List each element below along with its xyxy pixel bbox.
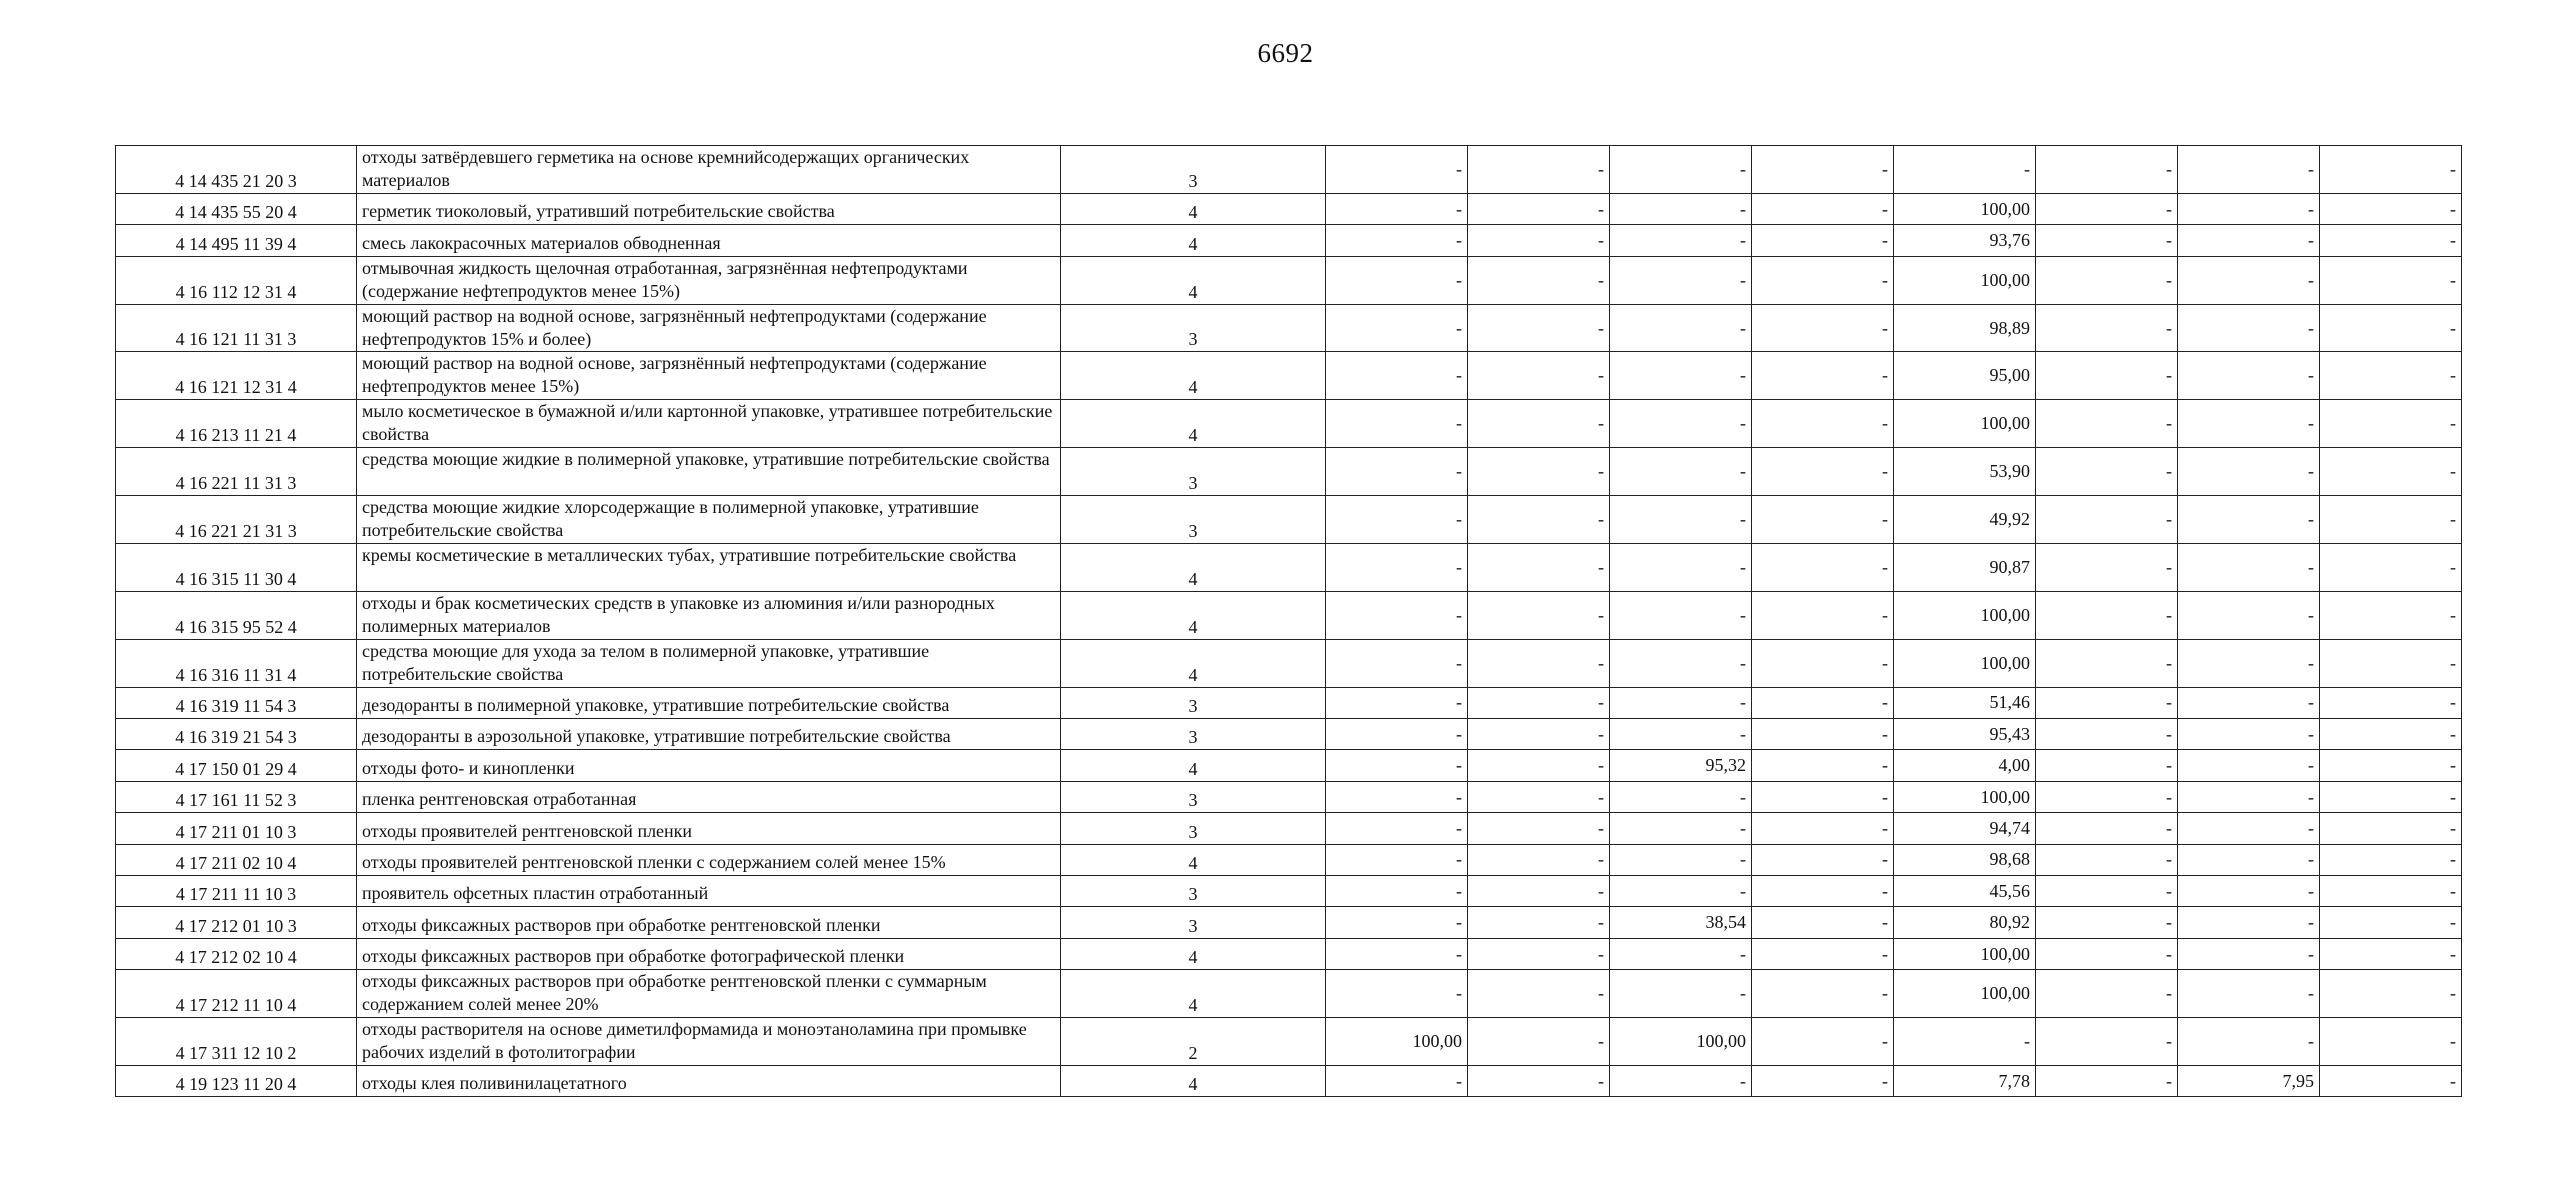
value-cell: - <box>2036 448 2178 496</box>
waste-code-cell: 4 17 311 12 10 2 <box>116 1018 357 1066</box>
waste-name-cell: отходы проявителей рентгеновской пленки с содержанием солей менее 15% <box>357 844 1061 875</box>
value-cell: - <box>2036 907 2178 938</box>
value-cell: - <box>2178 256 2320 304</box>
value-cell: - <box>1752 781 1894 812</box>
value-cell: - <box>1468 687 1610 718</box>
waste-code-cell: 4 16 121 11 31 3 <box>116 304 357 352</box>
value-cell: - <box>2036 639 2178 687</box>
value-cell: - <box>2178 400 2320 448</box>
value-cell: - <box>2178 813 2320 844</box>
hazard-class-cell: 3 <box>1061 813 1326 844</box>
value-cell: - <box>1752 907 1894 938</box>
waste-name-cell: отходы фиксажных растворов при обработке фотографической пленки <box>357 938 1061 969</box>
value-cell: - <box>2320 496 2462 544</box>
value-cell: - <box>2036 591 2178 639</box>
value-cell: - <box>2178 544 2320 592</box>
value-cell: - <box>2036 687 2178 718</box>
value-cell: - <box>1752 938 1894 969</box>
hazard-class-cell: 4 <box>1061 225 1326 256</box>
value-cell: - <box>1468 146 1610 194</box>
table-row <box>116 687 2462 718</box>
waste-name-cell: отмывочная жидкость щелочная отработанная, загрязнённая нефтепродуктами (содержание нефтепродуктов менее 15%) <box>357 256 1061 304</box>
waste-name-cell: отходы проявителей рентгеновской пленки <box>357 813 1061 844</box>
waste-name-cell: герметик тиоколовый, утративший потребительские свойства <box>357 193 1061 224</box>
waste-code-cell: 4 17 161 11 52 3 <box>116 781 357 812</box>
value-cell: - <box>2320 225 2462 256</box>
value-cell: - <box>2178 876 2320 907</box>
hazard-class-cell: 4 <box>1061 844 1326 875</box>
hazard-class-cell: 3 <box>1061 448 1326 496</box>
value-cell: - <box>1468 844 1610 875</box>
value-cell: - <box>2036 544 2178 592</box>
value-cell: - <box>2036 400 2178 448</box>
hazard-class-cell: 4 <box>1061 750 1326 781</box>
value-cell: - <box>2178 750 2320 781</box>
table-row <box>116 719 2462 750</box>
hazard-class-cell: 3 <box>1061 146 1326 194</box>
value-cell: 51,46 <box>1894 687 2036 718</box>
waste-name-cell: отходы клея поливинилацетатного <box>357 1065 1061 1096</box>
hazard-class-cell: 4 <box>1061 639 1326 687</box>
hazard-class-cell: 4 <box>1061 591 1326 639</box>
value-cell: - <box>1752 256 1894 304</box>
value-cell: 49,92 <box>1894 496 2036 544</box>
value-cell: - <box>1752 448 1894 496</box>
value-cell: - <box>1326 719 1468 750</box>
table-row <box>116 750 2462 781</box>
value-cell: - <box>2036 256 2178 304</box>
table-row <box>116 591 2462 639</box>
value-cell: 80,92 <box>1894 907 2036 938</box>
waste-name-cell: дезодоранты в аэрозольной упаковке, утратившие потребительские свойства <box>357 719 1061 750</box>
value-cell: - <box>1326 907 1468 938</box>
waste-code-cell: 4 16 112 12 31 4 <box>116 256 357 304</box>
value-cell: - <box>1752 719 1894 750</box>
value-cell: - <box>2320 1018 2462 1066</box>
value-cell: - <box>2320 352 2462 400</box>
table-row <box>116 448 2462 496</box>
value-cell: - <box>1610 400 1752 448</box>
value-cell: - <box>1752 1065 1894 1096</box>
value-cell: 95,43 <box>1894 719 2036 750</box>
value-cell: - <box>2320 750 2462 781</box>
value-cell: - <box>1326 400 1468 448</box>
value-cell: - <box>1610 352 1752 400</box>
value-cell: - <box>2178 719 2320 750</box>
waste-name-cell: отходы фиксажных растворов при обработке рентгеновской пленки с суммарным содержанием солей менее 20% <box>357 970 1061 1018</box>
value-cell: - <box>2320 813 2462 844</box>
value-cell: - <box>1610 225 1752 256</box>
hazard-class-cell: 4 <box>1061 544 1326 592</box>
value-cell: 38,54 <box>1610 907 1752 938</box>
value-cell: - <box>1894 1018 2036 1066</box>
value-cell: - <box>2320 146 2462 194</box>
value-cell: 93,76 <box>1894 225 2036 256</box>
waste-name-cell: отходы фото- и кинопленки <box>357 750 1061 781</box>
value-cell: - <box>1468 876 1610 907</box>
value-cell: - <box>1752 496 1894 544</box>
value-cell: - <box>2036 496 2178 544</box>
value-cell: 100,00 <box>1894 400 2036 448</box>
value-cell: - <box>2320 544 2462 592</box>
waste-code-cell: 4 17 212 01 10 3 <box>116 907 357 938</box>
value-cell: 7,95 <box>2178 1065 2320 1096</box>
value-cell: - <box>1326 591 1468 639</box>
value-cell: - <box>1468 938 1610 969</box>
table-row <box>116 193 2462 224</box>
value-cell: 7,78 <box>1894 1065 2036 1096</box>
hazard-class-cell: 3 <box>1061 907 1326 938</box>
waste-code-cell: 4 17 211 02 10 4 <box>116 844 357 875</box>
value-cell: - <box>1610 1065 1752 1096</box>
waste-name-cell: отходы растворителя на основе диметилформамида и моноэтаноламина при промывке рабочих изделий в фотолитографии <box>357 1018 1061 1066</box>
waste-code-cell: 4 17 211 11 10 3 <box>116 876 357 907</box>
waste-name-cell: отходы и брак косметических средств в упаковке из алюминия и/или разнородных полимерных материалов <box>357 591 1061 639</box>
value-cell: - <box>2320 876 2462 907</box>
waste-code-cell: 4 16 315 11 30 4 <box>116 544 357 592</box>
value-cell: - <box>1468 225 1610 256</box>
value-cell: - <box>2178 907 2320 938</box>
table-row <box>116 907 2462 938</box>
hazard-class-cell: 4 <box>1061 970 1326 1018</box>
value-cell: - <box>1326 225 1468 256</box>
table-row <box>116 813 2462 844</box>
value-cell: - <box>1468 591 1610 639</box>
value-cell: - <box>2036 876 2178 907</box>
value-cell: - <box>1610 591 1752 639</box>
value-cell: - <box>1326 813 1468 844</box>
table-row <box>116 496 2462 544</box>
value-cell: - <box>1752 193 1894 224</box>
table-row <box>116 304 2462 352</box>
value-cell: - <box>1752 544 1894 592</box>
value-cell: - <box>1326 496 1468 544</box>
value-cell: - <box>1752 591 1894 639</box>
value-cell: - <box>1752 876 1894 907</box>
value-cell: - <box>1752 844 1894 875</box>
value-cell: - <box>2036 813 2178 844</box>
value-cell: - <box>2036 719 2178 750</box>
waste-code-cell: 4 19 123 11 20 4 <box>116 1065 357 1096</box>
waste-code-cell: 4 14 495 11 39 4 <box>116 225 357 256</box>
value-cell: - <box>2320 256 2462 304</box>
value-cell: - <box>1468 719 1610 750</box>
value-cell: - <box>2320 400 2462 448</box>
value-cell: - <box>2320 591 2462 639</box>
table-row <box>116 781 2462 812</box>
value-cell: - <box>1610 781 1752 812</box>
value-cell: - <box>1752 1018 1894 1066</box>
hazard-class-cell: 3 <box>1061 304 1326 352</box>
waste-name-cell: мыло косметическое в бумажной и/или картонной упаковке, утратившее потребительские свойства <box>357 400 1061 448</box>
value-cell: - <box>1610 719 1752 750</box>
hazard-class-cell: 3 <box>1061 781 1326 812</box>
value-cell: - <box>1610 193 1752 224</box>
value-cell: - <box>1326 750 1468 781</box>
hazard-class-cell: 3 <box>1061 719 1326 750</box>
value-cell: - <box>2320 304 2462 352</box>
value-cell: - <box>2320 844 2462 875</box>
waste-name-cell: пленка рентгеновская отработанная <box>357 781 1061 812</box>
waste-code-cell: 4 16 315 95 52 4 <box>116 591 357 639</box>
value-cell: - <box>1610 146 1752 194</box>
value-cell: - <box>2178 146 2320 194</box>
waste-composition-table <box>115 145 2462 1097</box>
value-cell: - <box>1752 304 1894 352</box>
value-cell: - <box>1326 352 1468 400</box>
value-cell: 4,00 <box>1894 750 2036 781</box>
value-cell: - <box>1752 813 1894 844</box>
value-cell: - <box>1468 1065 1610 1096</box>
value-cell: - <box>1610 304 1752 352</box>
hazard-class-cell: 3 <box>1061 876 1326 907</box>
value-cell: - <box>1610 876 1752 907</box>
value-cell: - <box>1610 938 1752 969</box>
value-cell: - <box>2036 146 2178 194</box>
value-cell: - <box>1610 639 1752 687</box>
value-cell: - <box>2178 938 2320 969</box>
value-cell: - <box>2036 1018 2178 1066</box>
value-cell: - <box>2320 781 2462 812</box>
value-cell: - <box>2320 907 2462 938</box>
value-cell: 100,00 <box>1894 639 2036 687</box>
value-cell: - <box>1894 146 2036 194</box>
value-cell: - <box>1468 970 1610 1018</box>
value-cell: - <box>1610 844 1752 875</box>
hazard-class-cell: 2 <box>1061 1018 1326 1066</box>
value-cell: - <box>1468 781 1610 812</box>
value-cell: - <box>1752 400 1894 448</box>
value-cell: - <box>1468 1018 1610 1066</box>
value-cell: - <box>2178 193 2320 224</box>
value-cell: - <box>1468 448 1610 496</box>
value-cell: - <box>2036 304 2178 352</box>
value-cell: - <box>1468 907 1610 938</box>
value-cell: - <box>2178 687 2320 718</box>
value-cell: - <box>1752 225 1894 256</box>
table-row <box>116 639 2462 687</box>
value-cell: - <box>2178 225 2320 256</box>
value-cell: 95,00 <box>1894 352 2036 400</box>
hazard-class-cell: 4 <box>1061 193 1326 224</box>
value-cell: 90,87 <box>1894 544 2036 592</box>
waste-code-cell: 4 16 121 12 31 4 <box>116 352 357 400</box>
value-cell: - <box>1326 639 1468 687</box>
value-cell: - <box>2036 750 2178 781</box>
table-row <box>116 544 2462 592</box>
value-cell: - <box>2320 687 2462 718</box>
value-cell: - <box>1468 256 1610 304</box>
waste-code-cell: 4 16 319 11 54 3 <box>116 687 357 718</box>
table-row <box>116 1018 2462 1066</box>
value-cell: - <box>1326 970 1468 1018</box>
waste-name-cell: средства моющие для ухода за телом в полимерной упаковке, утратившие потребительские свойства <box>357 639 1061 687</box>
waste-name-cell: средства моющие жидкие в полимерной упаковке, утратившие потребительские свойства <box>357 448 1061 496</box>
value-cell: - <box>2178 591 2320 639</box>
value-cell: - <box>1326 687 1468 718</box>
value-cell: - <box>2036 352 2178 400</box>
value-cell: 94,74 <box>1894 813 2036 844</box>
value-cell: - <box>1468 813 1610 844</box>
value-cell: - <box>1752 639 1894 687</box>
waste-code-cell: 4 14 435 55 20 4 <box>116 193 357 224</box>
value-cell: - <box>2320 938 2462 969</box>
waste-name-cell: кремы косметические в металлических тубах, утратившие потребительские свойства <box>357 544 1061 592</box>
value-cell: - <box>1752 352 1894 400</box>
value-cell: - <box>1468 639 1610 687</box>
table-row <box>116 970 2462 1018</box>
value-cell: 100,00 <box>1326 1018 1468 1066</box>
value-cell: 100,00 <box>1894 970 2036 1018</box>
value-cell: - <box>1326 544 1468 592</box>
value-cell: - <box>1610 256 1752 304</box>
value-cell: - <box>1326 1065 1468 1096</box>
value-cell: - <box>2036 781 2178 812</box>
waste-code-cell: 4 16 319 21 54 3 <box>116 719 357 750</box>
value-cell: - <box>1468 304 1610 352</box>
value-cell: - <box>1326 146 1468 194</box>
value-cell: - <box>1468 400 1610 448</box>
hazard-class-cell: 3 <box>1061 496 1326 544</box>
value-cell: - <box>1610 496 1752 544</box>
value-cell: 53,90 <box>1894 448 2036 496</box>
value-cell: - <box>2178 352 2320 400</box>
value-cell: 45,56 <box>1894 876 2036 907</box>
value-cell: - <box>2320 639 2462 687</box>
value-cell: - <box>2178 448 2320 496</box>
waste-name-cell: проявитель офсетных пластин отработанный <box>357 876 1061 907</box>
hazard-class-cell: 4 <box>1061 352 1326 400</box>
value-cell: - <box>2320 970 2462 1018</box>
waste-name-cell: моющий раствор на водной основе, загрязнённый нефтепродуктами (содержание нефтепродуктов менее 15%) <box>357 352 1061 400</box>
value-cell: - <box>2178 970 2320 1018</box>
waste-code-cell: 4 16 221 21 31 3 <box>116 496 357 544</box>
value-cell: - <box>2320 448 2462 496</box>
value-cell: - <box>1468 544 1610 592</box>
value-cell: - <box>1326 938 1468 969</box>
value-cell: - <box>1752 970 1894 1018</box>
value-cell: - <box>1610 544 1752 592</box>
value-cell: - <box>1610 448 1752 496</box>
waste-name-cell: отходы фиксажных растворов при обработке рентгеновской пленки <box>357 907 1061 938</box>
value-cell: - <box>2036 844 2178 875</box>
value-cell: - <box>1752 750 1894 781</box>
value-cell: - <box>2178 844 2320 875</box>
table-row <box>116 844 2462 875</box>
value-cell: - <box>1468 750 1610 781</box>
value-cell: - <box>2036 1065 2178 1096</box>
value-cell: 98,89 <box>1894 304 2036 352</box>
value-cell: 100,00 <box>1894 193 2036 224</box>
value-cell: - <box>2178 1018 2320 1066</box>
hazard-class-cell: 3 <box>1061 687 1326 718</box>
value-cell: - <box>2178 304 2320 352</box>
value-cell: - <box>2036 225 2178 256</box>
value-cell: - <box>1468 352 1610 400</box>
value-cell: - <box>1752 146 1894 194</box>
table-row <box>116 400 2462 448</box>
table-row <box>116 225 2462 256</box>
value-cell: - <box>1326 256 1468 304</box>
value-cell: - <box>2036 970 2178 1018</box>
value-cell: - <box>2320 1065 2462 1096</box>
waste-code-cell: 4 16 221 11 31 3 <box>116 448 357 496</box>
table-row <box>116 1065 2462 1096</box>
hazard-class-cell: 4 <box>1061 1065 1326 1096</box>
value-cell: - <box>1752 687 1894 718</box>
value-cell: 95,32 <box>1610 750 1752 781</box>
value-cell: 100,00 <box>1894 256 2036 304</box>
value-cell: - <box>2320 193 2462 224</box>
value-cell: - <box>2036 193 2178 224</box>
table-row <box>116 876 2462 907</box>
value-cell: - <box>1468 496 1610 544</box>
value-cell: 98,68 <box>1894 844 2036 875</box>
table-row <box>116 146 2462 194</box>
value-cell: - <box>1610 970 1752 1018</box>
value-cell: - <box>2178 781 2320 812</box>
table-row <box>116 938 2462 969</box>
waste-code-cell: 4 17 211 01 10 3 <box>116 813 357 844</box>
hazard-class-cell: 4 <box>1061 256 1326 304</box>
value-cell: - <box>1326 844 1468 875</box>
value-cell: 100,00 <box>1894 781 2036 812</box>
waste-code-cell: 4 17 150 01 29 4 <box>116 750 357 781</box>
value-cell: - <box>1326 876 1468 907</box>
value-cell: 100,00 <box>1894 591 2036 639</box>
waste-name-cell: смесь лакокрасочных материалов обводненная <box>357 225 1061 256</box>
waste-code-cell: 4 17 212 02 10 4 <box>116 938 357 969</box>
value-cell: - <box>1326 448 1468 496</box>
waste-code-cell: 4 16 213 11 21 4 <box>116 400 357 448</box>
value-cell: - <box>2178 639 2320 687</box>
value-cell: - <box>1326 304 1468 352</box>
value-cell: - <box>1326 193 1468 224</box>
value-cell: - <box>2320 719 2462 750</box>
value-cell: - <box>2178 496 2320 544</box>
table-row <box>116 256 2462 304</box>
hazard-class-cell: 4 <box>1061 938 1326 969</box>
value-cell: 100,00 <box>1610 1018 1752 1066</box>
value-cell: - <box>1610 813 1752 844</box>
waste-name-cell: средства моющие жидкие хлорсодержащие в полимерной упаковке, утратившие потребительские свойства <box>357 496 1061 544</box>
waste-code-cell: 4 17 212 11 10 4 <box>116 970 357 1018</box>
value-cell: - <box>2036 938 2178 969</box>
waste-code-cell: 4 14 435 21 20 3 <box>116 146 357 194</box>
value-cell: - <box>1326 781 1468 812</box>
value-cell: - <box>1468 193 1610 224</box>
waste-name-cell: отходы затвёрдевшего герметика на основе кремнийсодержащих органических материалов <box>357 146 1061 194</box>
value-cell: 100,00 <box>1894 938 2036 969</box>
table-row <box>116 352 2462 400</box>
hazard-class-cell: 4 <box>1061 400 1326 448</box>
page-number: 6692 <box>1257 38 1314 68</box>
value-cell: - <box>1610 687 1752 718</box>
waste-code-cell: 4 16 316 11 31 4 <box>116 639 357 687</box>
waste-name-cell: дезодоранты в полимерной упаковке, утратившие потребительские свойства <box>357 687 1061 718</box>
waste-name-cell: моющий раствор на водной основе, загрязнённый нефтепродуктами (содержание нефтепродуктов 15% и более) <box>357 304 1061 352</box>
